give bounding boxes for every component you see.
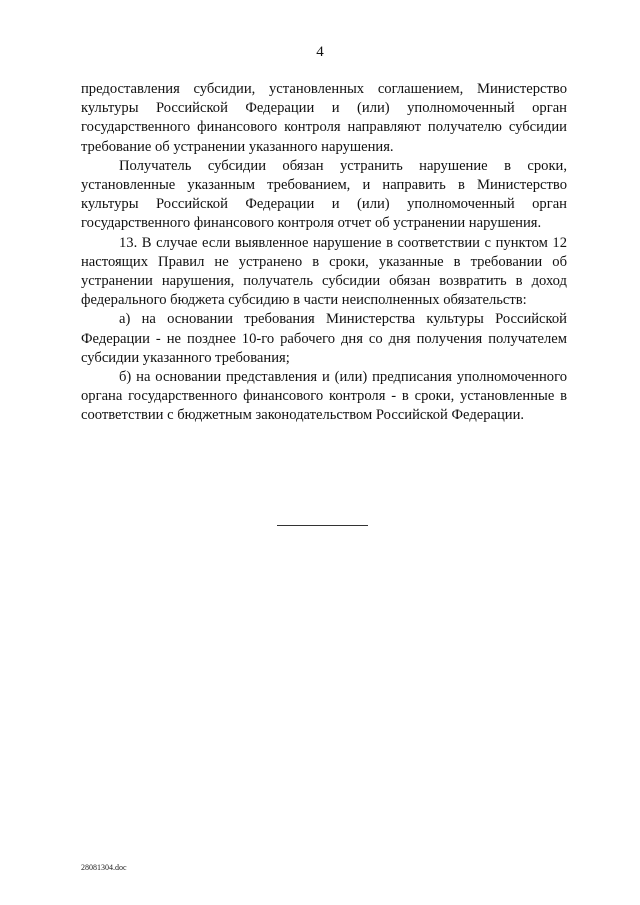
document-body (81, 80, 567, 426)
end-separator-line (277, 525, 368, 526)
paragraph-recipient-obligation: Получатель субсидии обязан устранить нарушение в сроки, установленные указанным требованием, и направить в Министерство культуры Российской Федерации и (или) уполномоченный орган государственного финансового контроля отчет об устранении нарушения. (81, 157, 567, 232)
page-number: 4 (316, 44, 324, 60)
paragraph-clause-13: 13. В случае если выявленное нарушение в соответствии с пунктом 12 настоящих Правил не устранено в сроки, указанные в требовании об устранении нарушения, получатель субсидии обязан возвратить в доход федерального бюджета субсидию в части неисполненных обязательств: (81, 234, 567, 309)
paragraph-subclause-b: б) на основании представления и (или) предписания уполномоченного органа государственного финансового контроля - в сроки, установленные в соответствии с бюджетным законодательством Российской Федерации. (81, 369, 567, 424)
paragraph-continuation: предоставления субсидии, установленных соглашением, Министерство культуры Российской Федерации и (или) уполномоченный орган государственного финансового контроля направляют получателю субсидии требование об устранении указанного нарушения. (81, 81, 567, 155)
paragraph-subclause-a: а) на основании требования Министерства культуры Российской Федерации - не позднее 10-го рабочего дня со дня получения получателем субсидии указанного требования; (81, 311, 567, 366)
footer-file-code: 28081304.doc (81, 863, 127, 872)
